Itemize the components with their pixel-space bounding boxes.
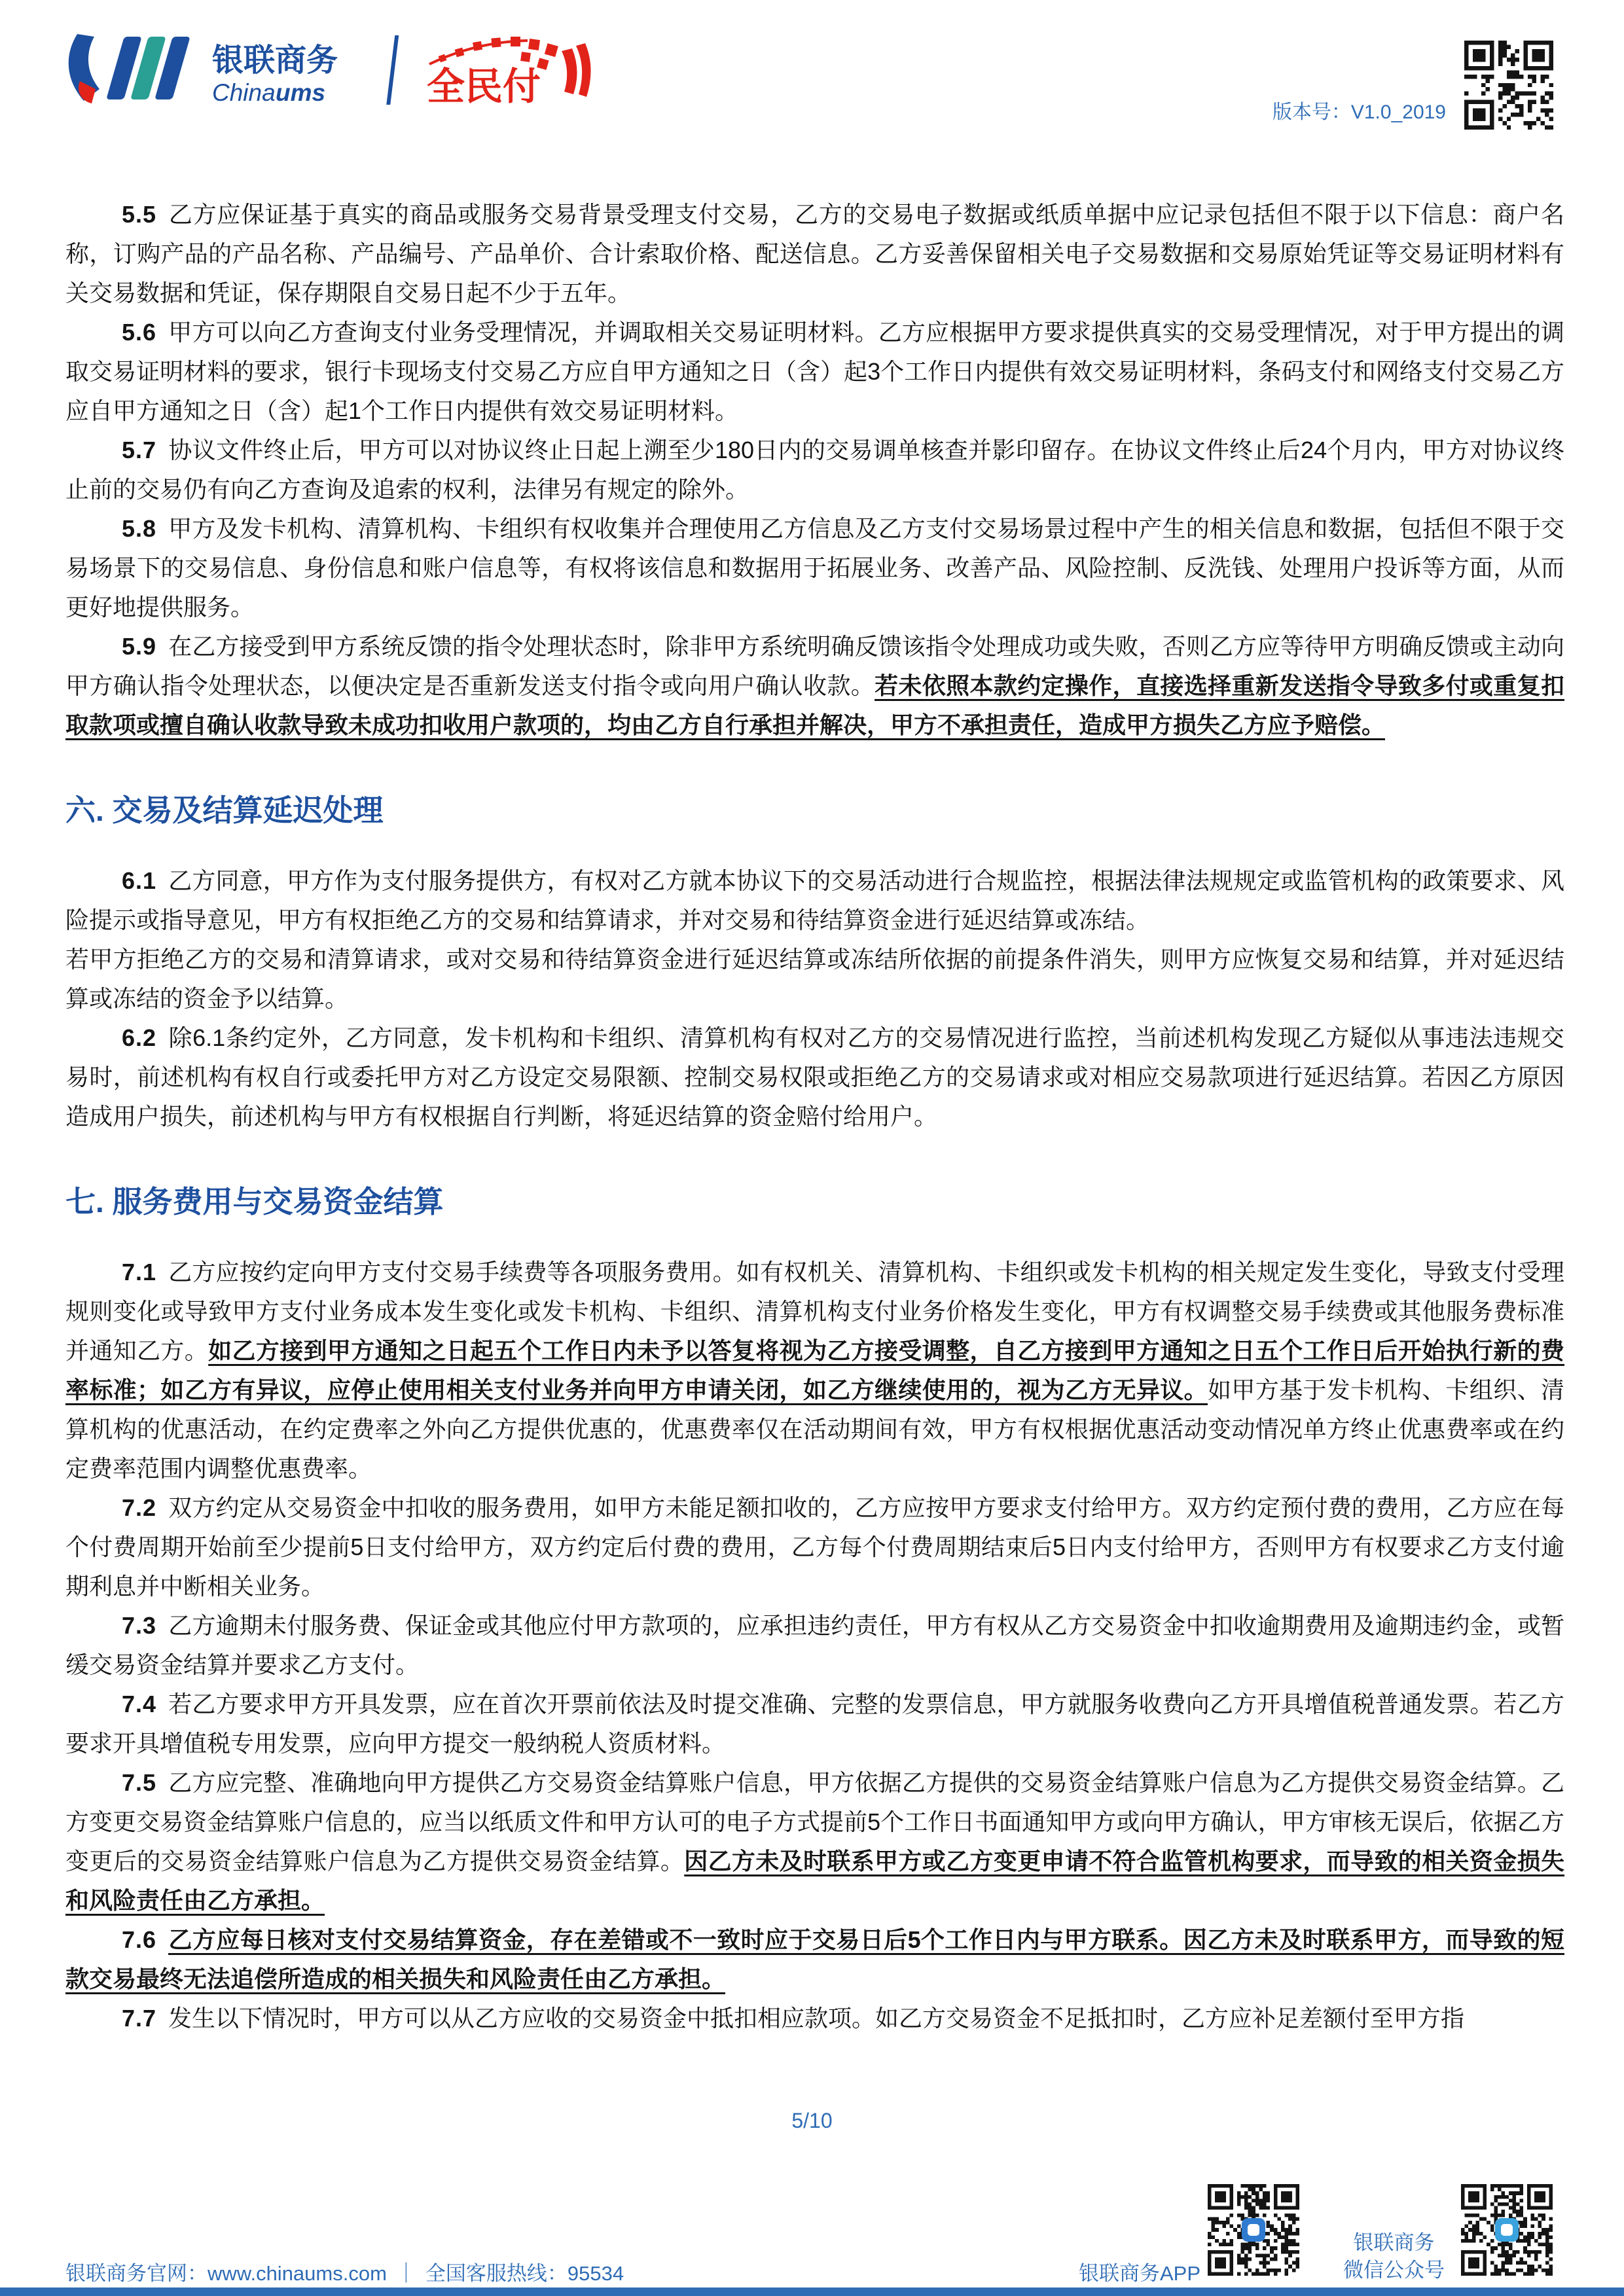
clause-text: 若甲方拒绝乙方的交易和清算请求，或对交易和待结算资金进行延迟结算或冻结所依据的前提条件消失，则甲方应恢复交易和结算，并对延迟结算或冻结的资金予以结算。: [65, 946, 1564, 1012]
paragraph: [65, 1253, 1564, 1488]
page-number: 5/10: [791, 2109, 833, 2132]
hotline-text: 全国客服热线：95534: [425, 2262, 624, 2285]
paragraph: [65, 1999, 1564, 2038]
document-body: [65, 195, 1564, 2038]
paragraph: [65, 627, 1564, 745]
clause-text: 乙方逾期未付服务费、保证金或其他应付甲方款项的，应承担违约责任，甲方有权从乙方交易资金中扣收逾期费用及逾期违约金，或暂缓交易资金结算并要求乙方支付。: [65, 1612, 1564, 1678]
clause-text: 在乙方接受到甲方系统反馈的指令处理状态时，除非甲方系统明确反馈该指令处理成功或失败，否则乙方应等待甲方明确反馈或主动向甲方确认指令处理状态，以便决定是否重新发送支付指令或向用户确认收款。: [65, 633, 1564, 699]
wechat-icon: [1495, 2218, 1519, 2242]
paragraph: [65, 509, 1564, 627]
clause-text: 除6.1条约定外，乙方同意，发卡机构和卡组织、清算机构有权对乙方的交易情况进行监控，当前述机构发现乙方疑似从事违法违规交易时，前述机构有权自行或委托甲方对乙方设定交易限额、控制交易权限或拒绝乙方的交易请求或对相应交易款项进行延迟结算。若因乙方原因造成用户损失，前述机构与甲方有权根据自行判断，将延迟结算的资金赔付给用户。: [65, 1024, 1564, 1130]
clause-text: 如甲方基于发卡机构、卡组织、清算机构的优惠活动，在约定费率之外向乙方提供优惠的，优惠费率仅在活动期间有效，甲方有权根据优惠活动变动情况单方终止优惠费率或在约定费率范围内调整优惠费率。: [65, 1376, 1564, 1482]
wechat-qr-label-line2: 微信公众号: [1343, 2259, 1445, 2282]
ums-logo-mark: [69, 34, 190, 103]
paragraph: [65, 1606, 1564, 1685]
clause-text: 甲方可以向乙方查询支付业务受理情况，并调取相关交易证明材料。乙方应根据甲方要求提供真实的交易受理情况，对于甲方提出的调取交易证明材料的要求，银行卡现场支付交易乙方应自甲方通知之日（含）起3个工作日内提供有效交易证明材料，条码支付和网络支付交易乙方应自甲方通知之日（含）起1个工作日内提供有效交易证明材料。: [65, 319, 1564, 424]
logo-text-en1: China: [212, 79, 276, 106]
clause-number: 5.6: [122, 319, 157, 346]
logo-text-en2: ums: [276, 79, 326, 106]
clause-text: 乙方同意，甲方作为支付服务提供方，有权对乙方就本协议下的交易活动进行合规监控，根据法律法规规定或监管机构的政策要求、风险提示或指导意见，甲方有权拒绝乙方的交易和结算请求，并对交易和待结算资金进行延迟结算或冻结。: [65, 867, 1564, 933]
clause-text: 若乙方要求甲方开具发票，应在首次开票前依法及时提交准确、完整的发票信息，甲方就服务收费向乙方开具增值税普通发票。若乙方要求开具增值税专用发票，应向甲方提交一般纳税人资质材料。: [65, 1691, 1564, 1757]
paragraph: [65, 313, 1564, 431]
clause-number: 5.8: [122, 515, 157, 542]
clause-number: 7.5: [122, 1769, 157, 1796]
app-qr-code: [1208, 2184, 1299, 2276]
wechat-qr-label: [1343, 2229, 1445, 2284]
logo-divider: [386, 35, 399, 105]
ums-app-icon: [1242, 2218, 1265, 2242]
official-site-text: 银联商务官网：www.chinaums.com: [65, 2262, 387, 2285]
clause-number: 5.5: [122, 201, 157, 228]
chinaums-logo: [63, 31, 613, 111]
logo-text-cn: 银联商务: [212, 43, 338, 78]
clause-text: 乙方应按约定向甲方支付交易手续费等各项服务费用。如有权机关、清算机构、卡组织或发卡机构的相关规定发生变化，导致支付受理规则变化或导致甲方支付业务成本发生变化或发卡机构、卡组织、清算机构支付业务价格发生变化，甲方有权调整交易手续费或其他服务费标准并通知乙方。: [65, 1259, 1564, 1364]
clause-text: 乙方应完整、准确地向甲方提供乙方交易资金结算账户信息，甲方依据乙方提供的交易资金结算账户信息为乙方提供交易资金结算。乙方变更交易资金结算账户信息的，应当以纸质文件和甲方认可的电子方式提前5个工作日书面通知甲方或向甲方确认，甲方审核无误后，依据乙方变更后的交易资金结算账户信息为乙方提供交易资金结算。: [65, 1769, 1564, 1874]
clause-text-emphasized: 乙方应每日核对支付交易结算资金，存在差错或不一致时应于交易日后5个工作日内与甲方联系。因乙方未及时联系甲方，而导致的短款交易最终无法追偿所造成的相关损失和风险责任由乙方承担。: [65, 1926, 1564, 1992]
clause-text: 甲方及发卡机构、清算机构、卡组织有权收集并合理使用乙方信息及乙方支付交易场景过程中产生的相关信息和数据，包括但不限于交易场景下的交易信息、身份信息和账户信息等，有权将该信息和数据用于拓展业务、改善产品、风险控制、反洗钱、处理用户投诉等方面，从而更好地提供服务。: [65, 515, 1564, 620]
clause-text-emphasized: 如乙方接到甲方通知之日起五个工作日内未予以答复将视为乙方接受调整，自乙方接到甲方通知之日五个工作日后开始执行新的费率标准；如乙方有异议，应停止使用相关支付业务并向甲方申请关闭，如乙方继续使用的，视为乙方无异议。: [65, 1337, 1564, 1403]
clause-number: 6.2: [122, 1024, 157, 1051]
clause-text: 协议文件终止后，甲方可以对协议终止日起上溯至少180日内的交易调单核查并影印留存。在协议文件终止后24个月内，甲方对协议终止前的交易仍有向乙方查询及追索的权利，法律另有规定的除外。: [65, 437, 1564, 503]
paragraph: [65, 861, 1564, 940]
paragraph: [65, 940, 1564, 1018]
section-heading: 七. 服务费用与交易资金结算: [65, 1185, 444, 1219]
header-qr-code: [1464, 41, 1553, 130]
clause-number: 5.9: [122, 633, 157, 660]
clause-number: 7.6: [122, 1926, 157, 1953]
logo-text-product: 全民付: [427, 65, 541, 108]
wechat-qr-label-line1: 银联商务: [1353, 2231, 1435, 2254]
clause-number: 7.3: [122, 1612, 157, 1639]
clause-text-emphasized: 若未依照本款约定操作，直接选择重新发送指令导致多付或重复扣取款项或擅自确认收款导致未成功扣收用户款项的，均由乙方自行承担并解决，甲方不承担责任，造成甲方损失乙方应予赔偿。: [65, 672, 1564, 738]
app-qr-label: 银联商务APP: [1079, 2262, 1201, 2285]
footer-divider: ｜: [395, 2262, 416, 2285]
version-label: 版本号：V1.0_2019: [1272, 101, 1446, 123]
wechat-qr-code: [1461, 2184, 1553, 2276]
section-heading: 六. 交易及结算延迟处理: [65, 793, 384, 827]
paragraph: [65, 1685, 1564, 1763]
paragraph: [65, 1763, 1564, 1920]
clause-text: 发生以下情况时，甲方可以从乙方应收的交易资金中抵扣相应款项。如乙方交易资金不足抵扣时，乙方应补足差额付至甲方指: [168, 2005, 1465, 2032]
footer-bottom-bar: [0, 2287, 1624, 2296]
clause-text: 双方约定从交易资金中扣收的服务费用，如甲方未能足额扣收的，乙方应按甲方要求支付给甲方。双方约定预付费的费用，乙方应在每个付费周期开始前至少提前5日支付给甲方，双方约定后付费的费用，乙方每个付费周期结束后5日内支付给甲方，否则甲方有权要求乙方支付逾期利息并中断相关业务。: [65, 1494, 1564, 1600]
paragraph: [65, 431, 1564, 509]
clause-number: 6.1: [122, 867, 157, 894]
footer-contact-line: [65, 2257, 624, 2286]
clause-number: 7.2: [122, 1494, 157, 1521]
clause-number: 7.7: [122, 2005, 157, 2032]
paragraph: [65, 1018, 1564, 1136]
clause-number: 7.4: [122, 1691, 157, 1717]
paragraph: [65, 195, 1564, 313]
clause-text: 乙方应保证基于真实的商品或服务交易背景受理支付交易，乙方的交易电子数据或纸质单据中应记录包括但不限于以下信息：商户名称，订购产品的产品名称、产品编号、产品单价、合计索取价格、配送信息。乙方妥善保留相关电子交易数据和交易原始凭证等交易证明材料有关交易数据和凭证，保存期限自交易日起不少于五年。: [65, 201, 1564, 306]
paragraph: [65, 1920, 1564, 1999]
paragraph: [65, 1488, 1564, 1606]
clause-number: 5.7: [122, 437, 157, 463]
clause-number: 7.1: [122, 1259, 157, 1285]
clause-text-emphasized: 因乙方未及时联系甲方或乙方变更申请不符合监管机构要求，而导致的相关资金损失和风险责任由乙方承担。: [65, 1848, 1564, 1914]
